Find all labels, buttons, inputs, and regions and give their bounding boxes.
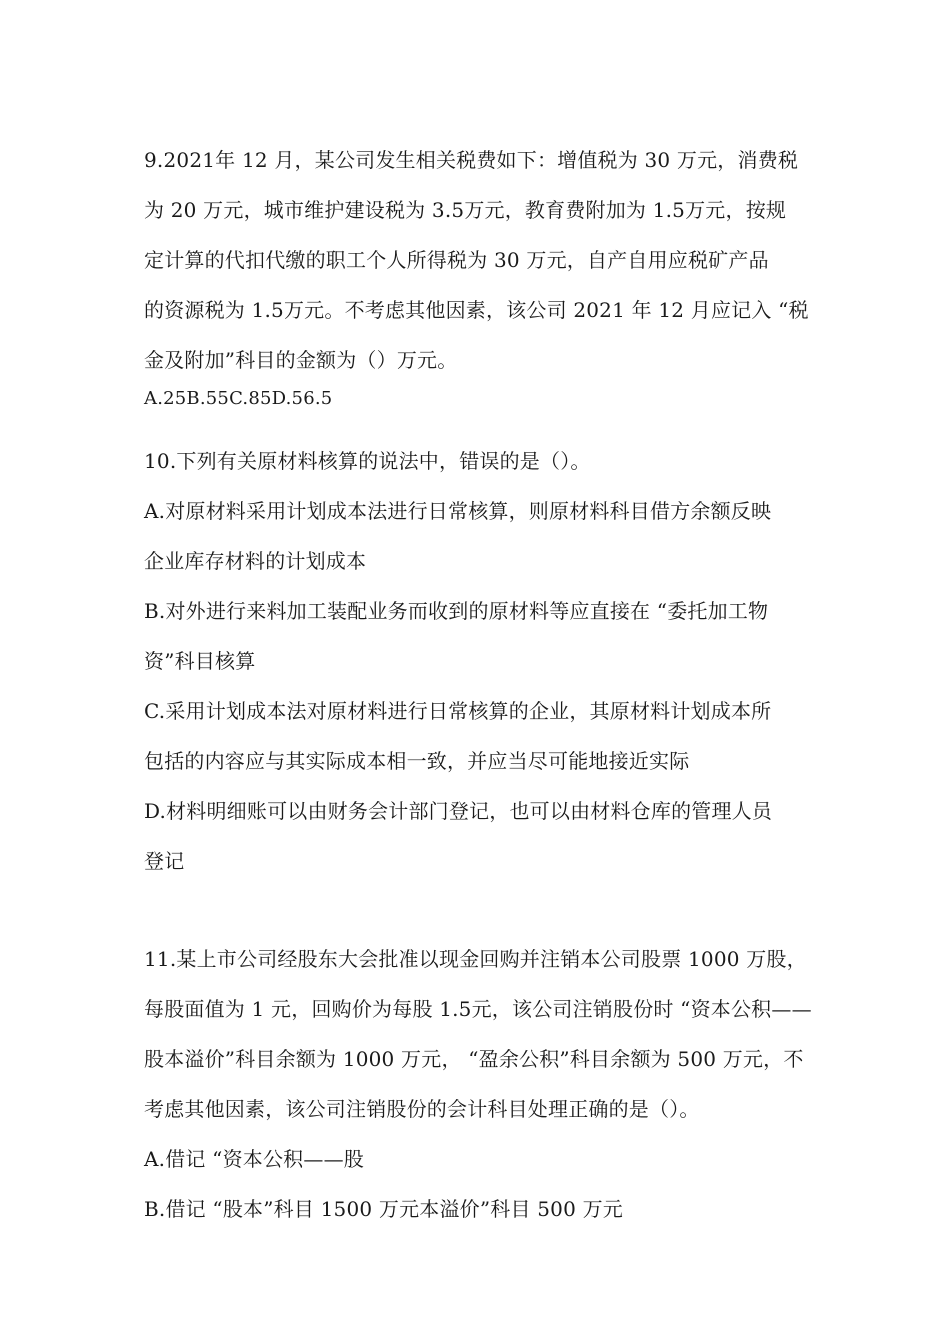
q10-option-d-line-2: 登记 <box>144 849 185 873</box>
q10-option-d-line-1: D.材料明细账可以由财务会计部门登记，也可以由材料仓库的管理人员 <box>144 799 773 823</box>
q11-line-3: 股本溢价”科目余额为 1000 万元， “盈余公积”科目余额为 500 万元，不 <box>144 1047 804 1071</box>
q9-options: A.25B.55C.85D.56.5 <box>144 388 333 409</box>
q9-line-5: 金及附加”科目的金额为（）万元。 <box>144 348 458 372</box>
q11-line-1: 11.某上市公司经股东大会批准以现金回购并注销本公司股票 1000 万股， <box>144 947 807 971</box>
q10-option-b-line-2: 资”科目核算 <box>144 649 256 673</box>
q10-option-c-line-1: C.采用计划成本法对原材料进行日常核算的企业，其原材料计划成本所 <box>144 699 772 723</box>
q10-option-b-line-1: B.对外进行来料加工装配业务而收到的原材料等应直接在 “委托加工物 <box>144 599 769 623</box>
q9-line-4: 的资源税为 1.5万元。不考虑其他因素，该公司 2021 年 12 月应记入 “税 <box>144 298 809 322</box>
q11-option-b: B.借记 “股本”科目 1500 万元本溢价”科目 500 万元 <box>144 1197 623 1221</box>
q9-line-3: 定计算的代扣代缴的职工个人所得税为 30 万元，自产自用应税矿产品 <box>144 248 769 272</box>
q10-option-c-line-2: 包括的内容应与其实际成本相一致，并应当尽可能地接近实际 <box>144 749 690 773</box>
q11-line-2: 每股面值为 1 元，回购价为每股 1.5元，该公司注销股份时 “资本公积—— <box>144 997 812 1021</box>
q9-line-1: 9.2021年 12 月，某公司发生相关税费如下：增值税为 30 万元，消费税 <box>144 148 799 172</box>
q10-option-a-line-2: 企业库存材料的计划成本 <box>144 549 367 573</box>
q10-option-a-line-1: A.对原材料采用计划成本法进行日常核算，则原材料科目借方余额反映 <box>144 499 772 523</box>
q11-option-a: A.借记 “资本公积——股 <box>144 1147 364 1171</box>
q10-stem: 10.下列有关原材料核算的说法中，错误的是（）。 <box>144 449 591 473</box>
q9-line-2: 为 20 万元，城市维护建设税为 3.5万元，教育费附加为 1.5万元，按规 <box>144 198 787 222</box>
q11-line-4: 考虑其他因素，该公司注销股份的会计科目处理正确的是（）。 <box>144 1097 700 1121</box>
